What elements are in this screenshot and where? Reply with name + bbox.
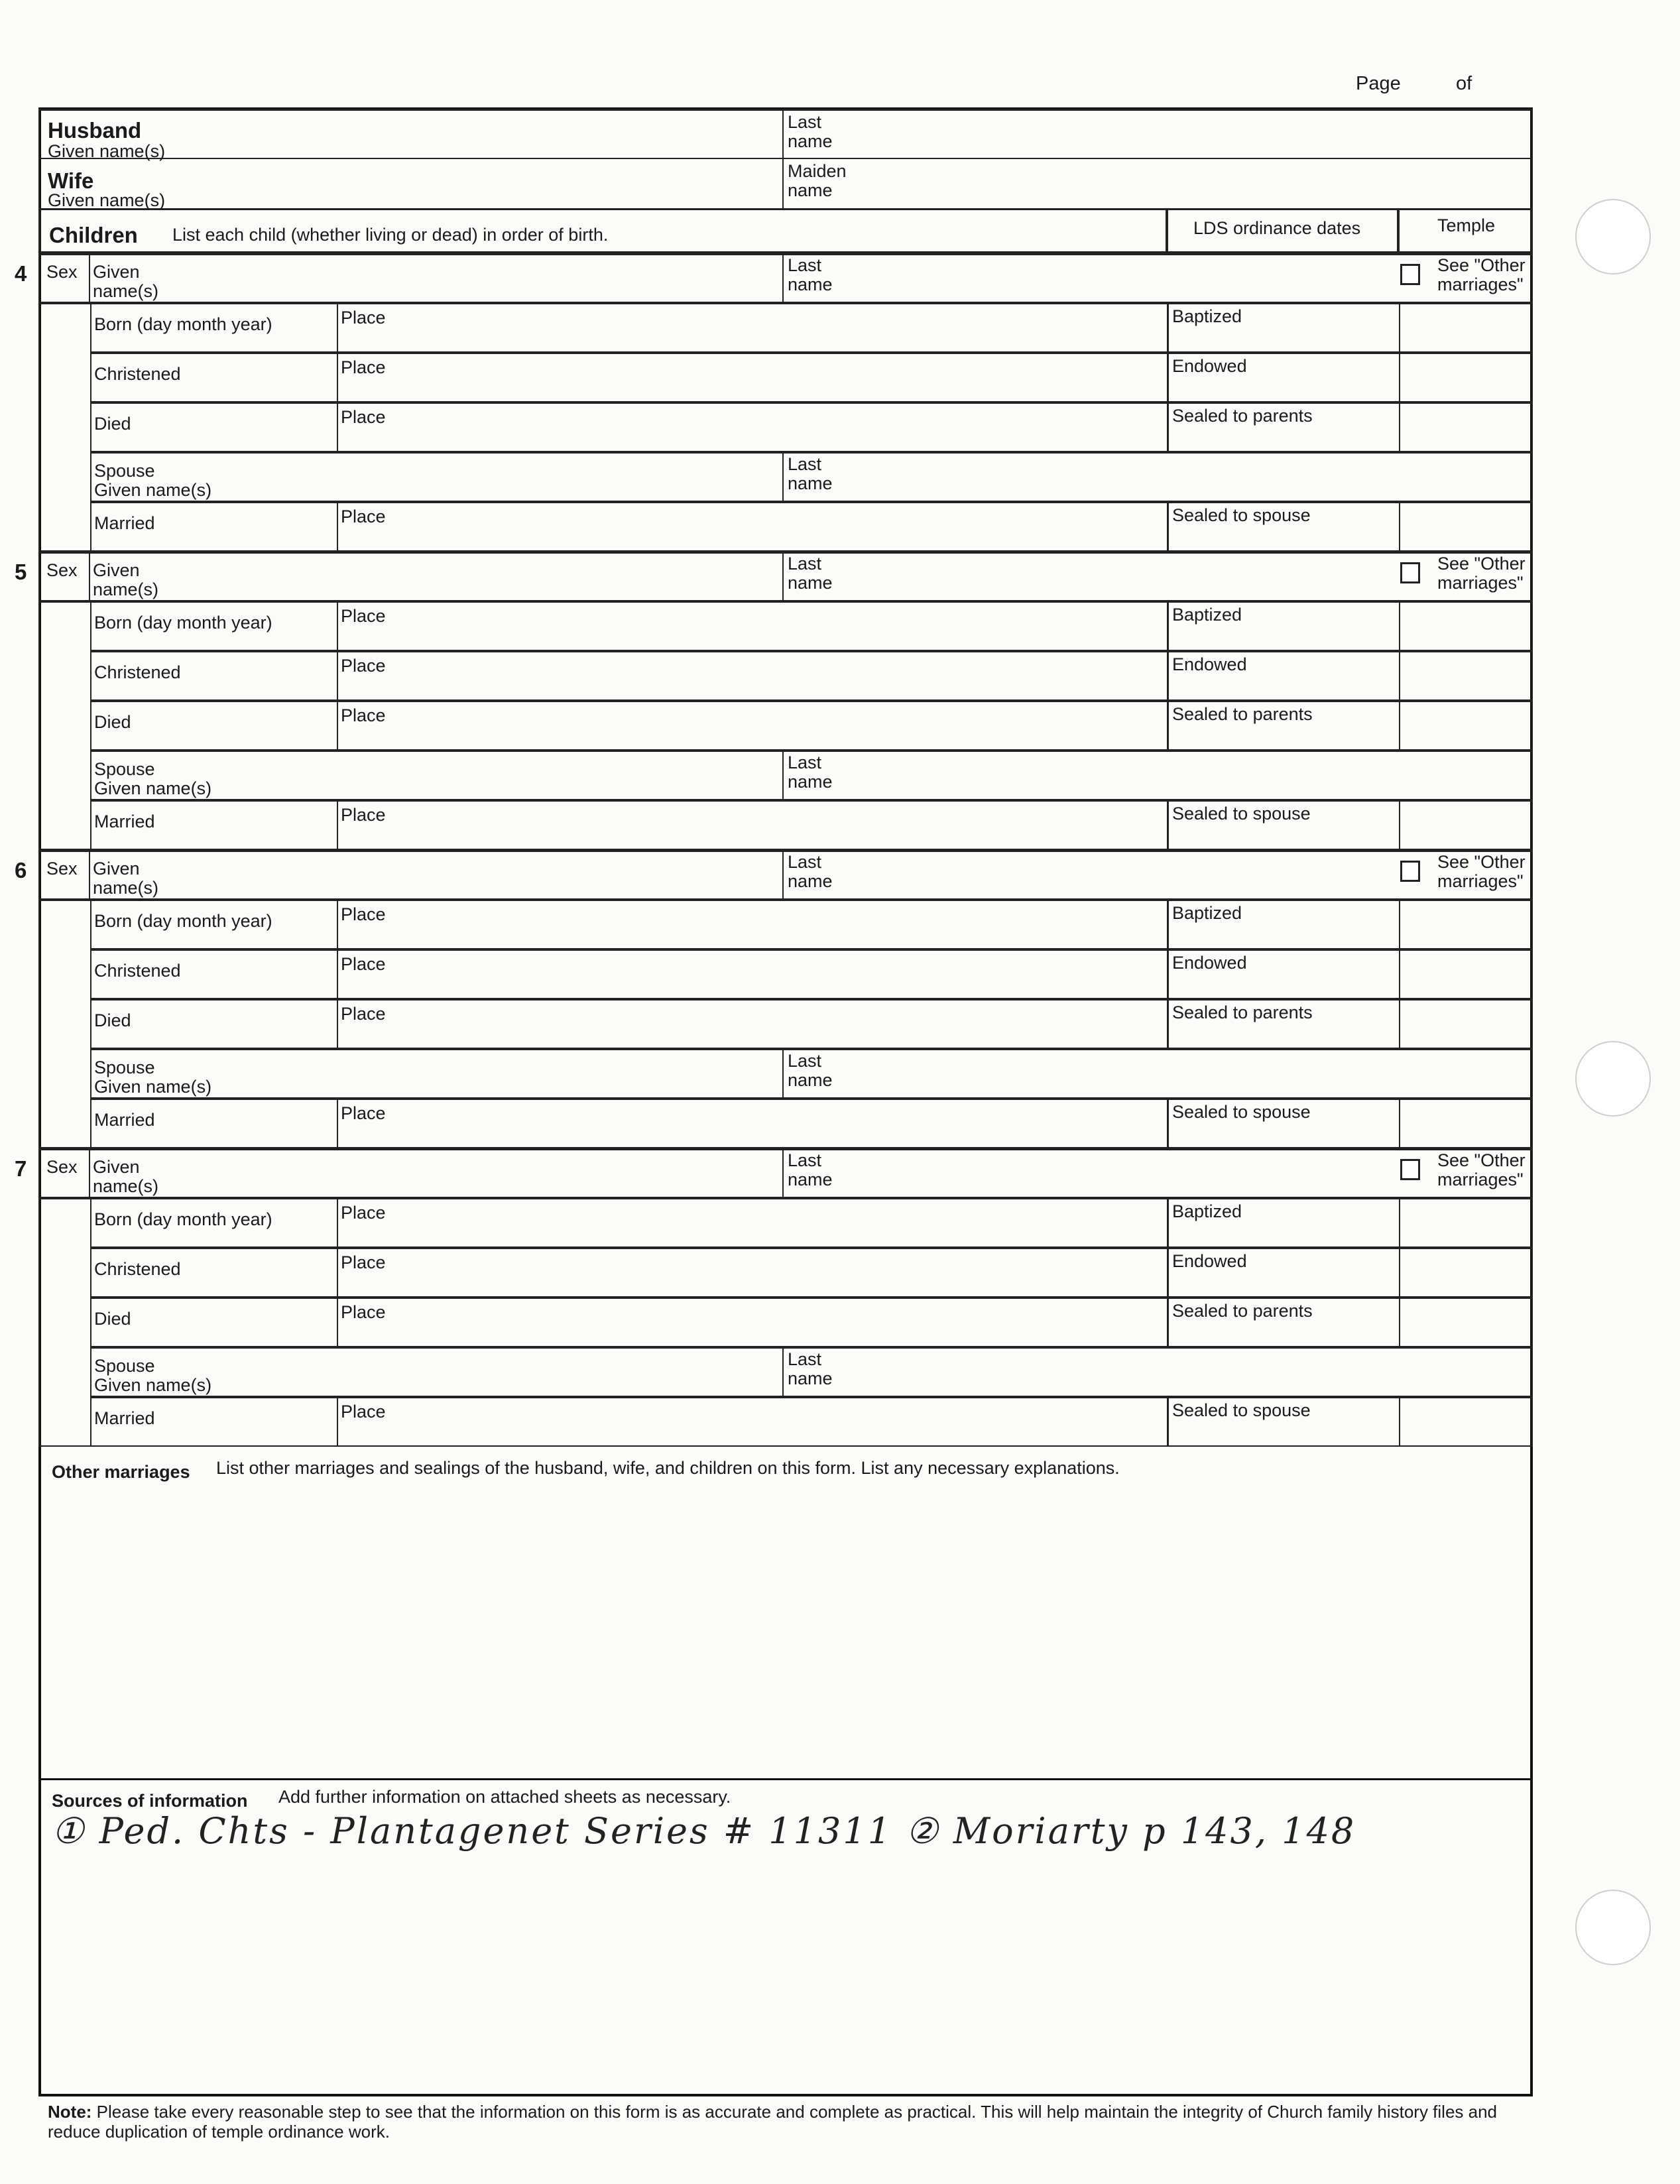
other-marriages-checkbox[interactable] (1400, 562, 1420, 583)
spouse-last-field[interactable] (782, 1347, 1533, 1397)
child-place-label: Place (341, 705, 386, 725)
child-baptized-label: Baptized (1172, 1201, 1242, 1221)
child-born-label: Born (day month year) (94, 613, 272, 633)
child-given-label: Given name(s) (93, 859, 159, 898)
child-died-label: Died (94, 414, 131, 434)
child-temple-field[interactable] (1399, 999, 1533, 1049)
children-instruction: List each child (whether living or dead) in order of birth. (172, 225, 609, 245)
child-place-label: Place (341, 805, 386, 825)
child-last-field[interactable] (782, 1148, 1533, 1198)
child-born-label: Born (day month year) (94, 314, 272, 334)
child-sealed_parents-label: Sealed to parents (1172, 1301, 1313, 1321)
child-temple-field[interactable] (1399, 1248, 1533, 1298)
child-born-label: Born (day month year) (94, 911, 272, 931)
child-place-field[interactable] (337, 900, 1168, 949)
spouse-last-label: Last name (788, 1051, 833, 1090)
child-given-label: Given name(s) (93, 1157, 159, 1196)
child-sealed_spouse-label: Sealed to spouse (1172, 1102, 1311, 1122)
child-endowed-label: Endowed (1172, 953, 1247, 973)
see-other-marriages-label: See "Other marriages" (1437, 255, 1526, 294)
wife-title: Wife (48, 168, 94, 193)
spouse-last-field[interactable] (782, 751, 1533, 800)
child-temple-field[interactable] (1399, 1298, 1533, 1347)
note-label: Note: (48, 2102, 92, 2122)
spouse-last-label: Last name (788, 753, 833, 792)
child-temple-field[interactable] (1399, 601, 1533, 651)
spouse-last-label: Last name (788, 1349, 833, 1388)
see-other-marriages-label: See "Other marriages" (1437, 852, 1526, 891)
child-temple-field[interactable] (1399, 353, 1533, 402)
child-last-label: Last name (788, 255, 833, 294)
child-place-label: Place (341, 357, 386, 377)
child-baptized-label: Baptized (1172, 605, 1242, 625)
children-title: Children (49, 223, 138, 247)
child-place-label: Place (341, 954, 386, 974)
child-sealed_spouse-label: Sealed to spouse (1172, 505, 1311, 525)
child-place-field[interactable] (337, 800, 1168, 850)
child-place-field[interactable] (337, 949, 1168, 999)
child-place-label: Place (341, 308, 386, 328)
child-given-field[interactable] (89, 552, 784, 601)
child-place-field[interactable] (337, 303, 1168, 353)
child-sex-label: Sex (46, 262, 78, 282)
spouse-given-label: Spouse Given name(s) (94, 1356, 212, 1395)
child-temple-field[interactable] (1399, 1397, 1533, 1447)
spouse-last-label: Last name (788, 454, 833, 493)
husband-last-label: Last name (788, 112, 833, 151)
child-endowed-label: Endowed (1172, 356, 1247, 376)
lds-ordinance-dates-header: LDS ordinance dates (1193, 218, 1361, 238)
child-died-label: Died (94, 712, 131, 732)
child-place-label: Place (341, 904, 386, 924)
child-left-gutter (38, 900, 91, 1148)
sources-instruction: Add further information on attached sheets as necessary. (278, 1787, 731, 1807)
child-given-field[interactable] (89, 850, 784, 900)
child-place-label: Place (341, 407, 386, 427)
spouse-given-label: Spouse Given name(s) (94, 1058, 212, 1097)
child-last-label: Last name (788, 852, 833, 891)
child-married-label: Married (94, 1110, 155, 1130)
child-given-field[interactable] (89, 1148, 784, 1198)
child-last-field[interactable] (782, 850, 1533, 900)
child-christened-label: Christened (94, 364, 181, 384)
sources-title: Sources of information (52, 1791, 248, 1811)
footer-note (48, 2102, 1506, 2142)
child-place-field[interactable] (337, 402, 1168, 452)
child-place-field[interactable] (337, 353, 1168, 402)
child-temple-field[interactable] (1399, 402, 1533, 452)
child-place-label: Place (341, 606, 386, 626)
child-endowed-label: Endowed (1172, 654, 1247, 674)
child-place-field[interactable] (337, 1198, 1168, 1248)
binder-hole (1575, 199, 1651, 274)
child-endowed-label: Endowed (1172, 1251, 1247, 1271)
child-temple-field[interactable] (1399, 900, 1533, 949)
child-christened-label: Christened (94, 662, 181, 682)
child-place-field[interactable] (337, 1248, 1168, 1298)
child-temple-field[interactable] (1399, 1198, 1533, 1248)
husband-last-field[interactable] (782, 109, 1533, 159)
child-place-label: Place (341, 1103, 386, 1123)
see-other-marriages-label: See "Other marriages" (1437, 1150, 1526, 1189)
child-sealed_parents-label: Sealed to parents (1172, 406, 1313, 426)
child-place-label: Place (341, 1004, 386, 1024)
child-place-label: Place (341, 1203, 386, 1223)
wife-maiden-field[interactable] (782, 158, 1533, 210)
child-place-field[interactable] (337, 1298, 1168, 1347)
child-place-field[interactable] (337, 601, 1168, 651)
child-place-label: Place (341, 1402, 386, 1422)
child-christened-label: Christened (94, 961, 181, 981)
other-marriages-instruction: List other marriages and sealings of the husband, wife, and children on this form. List any necessary explanations. (216, 1458, 1120, 1478)
spouse-last-field[interactable] (782, 1049, 1533, 1099)
child-number: 6 (15, 858, 27, 882)
child-place-label: Place (341, 1252, 386, 1272)
temple-header: Temple (1437, 215, 1496, 235)
child-last-field[interactable] (782, 253, 1533, 303)
child-last-label: Last name (788, 1150, 833, 1189)
of-label: of (1456, 73, 1472, 94)
other-marriages-title: Other marriages (52, 1462, 190, 1482)
child-born-label: Born (day month year) (94, 1209, 272, 1229)
wife-given-label: Given name(s) (48, 190, 166, 210)
child-temple-field[interactable] (1399, 651, 1533, 701)
child-married-label: Married (94, 812, 155, 831)
child-place-field[interactable] (337, 999, 1168, 1049)
child-sex-label: Sex (46, 560, 78, 580)
wife-maiden-label: Maiden name (788, 161, 847, 200)
child-sealed_spouse-label: Sealed to spouse (1172, 804, 1311, 823)
child-place-field[interactable] (337, 701, 1168, 751)
spouse-given-label: Spouse Given name(s) (94, 759, 212, 798)
page-label: Page (1356, 73, 1401, 94)
husband-title: Husband (48, 118, 142, 143)
sources-divider (40, 1778, 1533, 1780)
child-baptized-label: Baptized (1172, 903, 1242, 923)
child-died-label: Died (94, 1010, 131, 1030)
child-sealed_parents-label: Sealed to parents (1172, 1002, 1313, 1022)
child-given-field[interactable] (89, 253, 784, 303)
child-place-field[interactable] (337, 1099, 1168, 1148)
child-sex-label: Sex (46, 1157, 78, 1177)
child-temple-field[interactable] (1399, 303, 1533, 353)
spouse-given-label: Spouse Given name(s) (94, 461, 212, 500)
child-temple-field[interactable] (1399, 701, 1533, 751)
binder-hole (1575, 1041, 1651, 1117)
child-christened-label: Christened (94, 1259, 181, 1279)
spouse-last-field[interactable] (782, 452, 1533, 502)
child-baptized-label: Baptized (1172, 306, 1242, 326)
child-last-field[interactable] (782, 552, 1533, 601)
other-marriages-checkbox[interactable] (1400, 1159, 1420, 1180)
child-sealed_spouse-label: Sealed to spouse (1172, 1400, 1311, 1420)
child-place-field[interactable] (337, 502, 1168, 552)
child-given-label: Given name(s) (93, 560, 159, 599)
child-last-label: Last name (788, 554, 833, 593)
sources-handwritten-entry: ① Ped. Chts - Plantagenet Series # 11311 ② Moriarty p 143, 148 (52, 1810, 1356, 1852)
child-number: 4 (15, 261, 27, 286)
child-number: 5 (15, 560, 27, 584)
other-marriages-checkbox[interactable] (1400, 264, 1420, 285)
child-temple-field[interactable] (1399, 949, 1533, 999)
child-place-label: Place (341, 656, 386, 676)
child-place-field[interactable] (337, 651, 1168, 701)
child-sealed_parents-label: Sealed to parents (1172, 704, 1313, 724)
child-died-label: Died (94, 1309, 131, 1329)
child-temple-field[interactable] (1399, 502, 1533, 552)
husband-given-label: Given name(s) (48, 141, 166, 161)
child-left-gutter (38, 1198, 91, 1447)
child-left-gutter (38, 601, 91, 850)
child-sex-label: Sex (46, 859, 78, 879)
child-left-gutter (38, 303, 91, 552)
child-place-label: Place (341, 507, 386, 526)
child-temple-field[interactable] (1399, 1099, 1533, 1148)
child-married-label: Married (94, 513, 155, 533)
child-place-label: Place (341, 1302, 386, 1322)
child-number: 7 (15, 1156, 27, 1181)
child-temple-field[interactable] (1399, 800, 1533, 850)
child-given-label: Given name(s) (93, 262, 159, 301)
see-other-marriages-label: See "Other marriages" (1437, 554, 1526, 593)
other-marriages-checkbox[interactable] (1400, 861, 1420, 882)
child-place-field[interactable] (337, 1397, 1168, 1447)
child-married-label: Married (94, 1408, 155, 1428)
note-text: Please take every reasonable step to see that the information on this form is as accurate and complete as practical. This will help maintain the integrity of Church family history files and reduce duplication of temple ordinance work. (48, 2102, 1498, 2142)
binder-hole (1575, 1890, 1651, 1965)
